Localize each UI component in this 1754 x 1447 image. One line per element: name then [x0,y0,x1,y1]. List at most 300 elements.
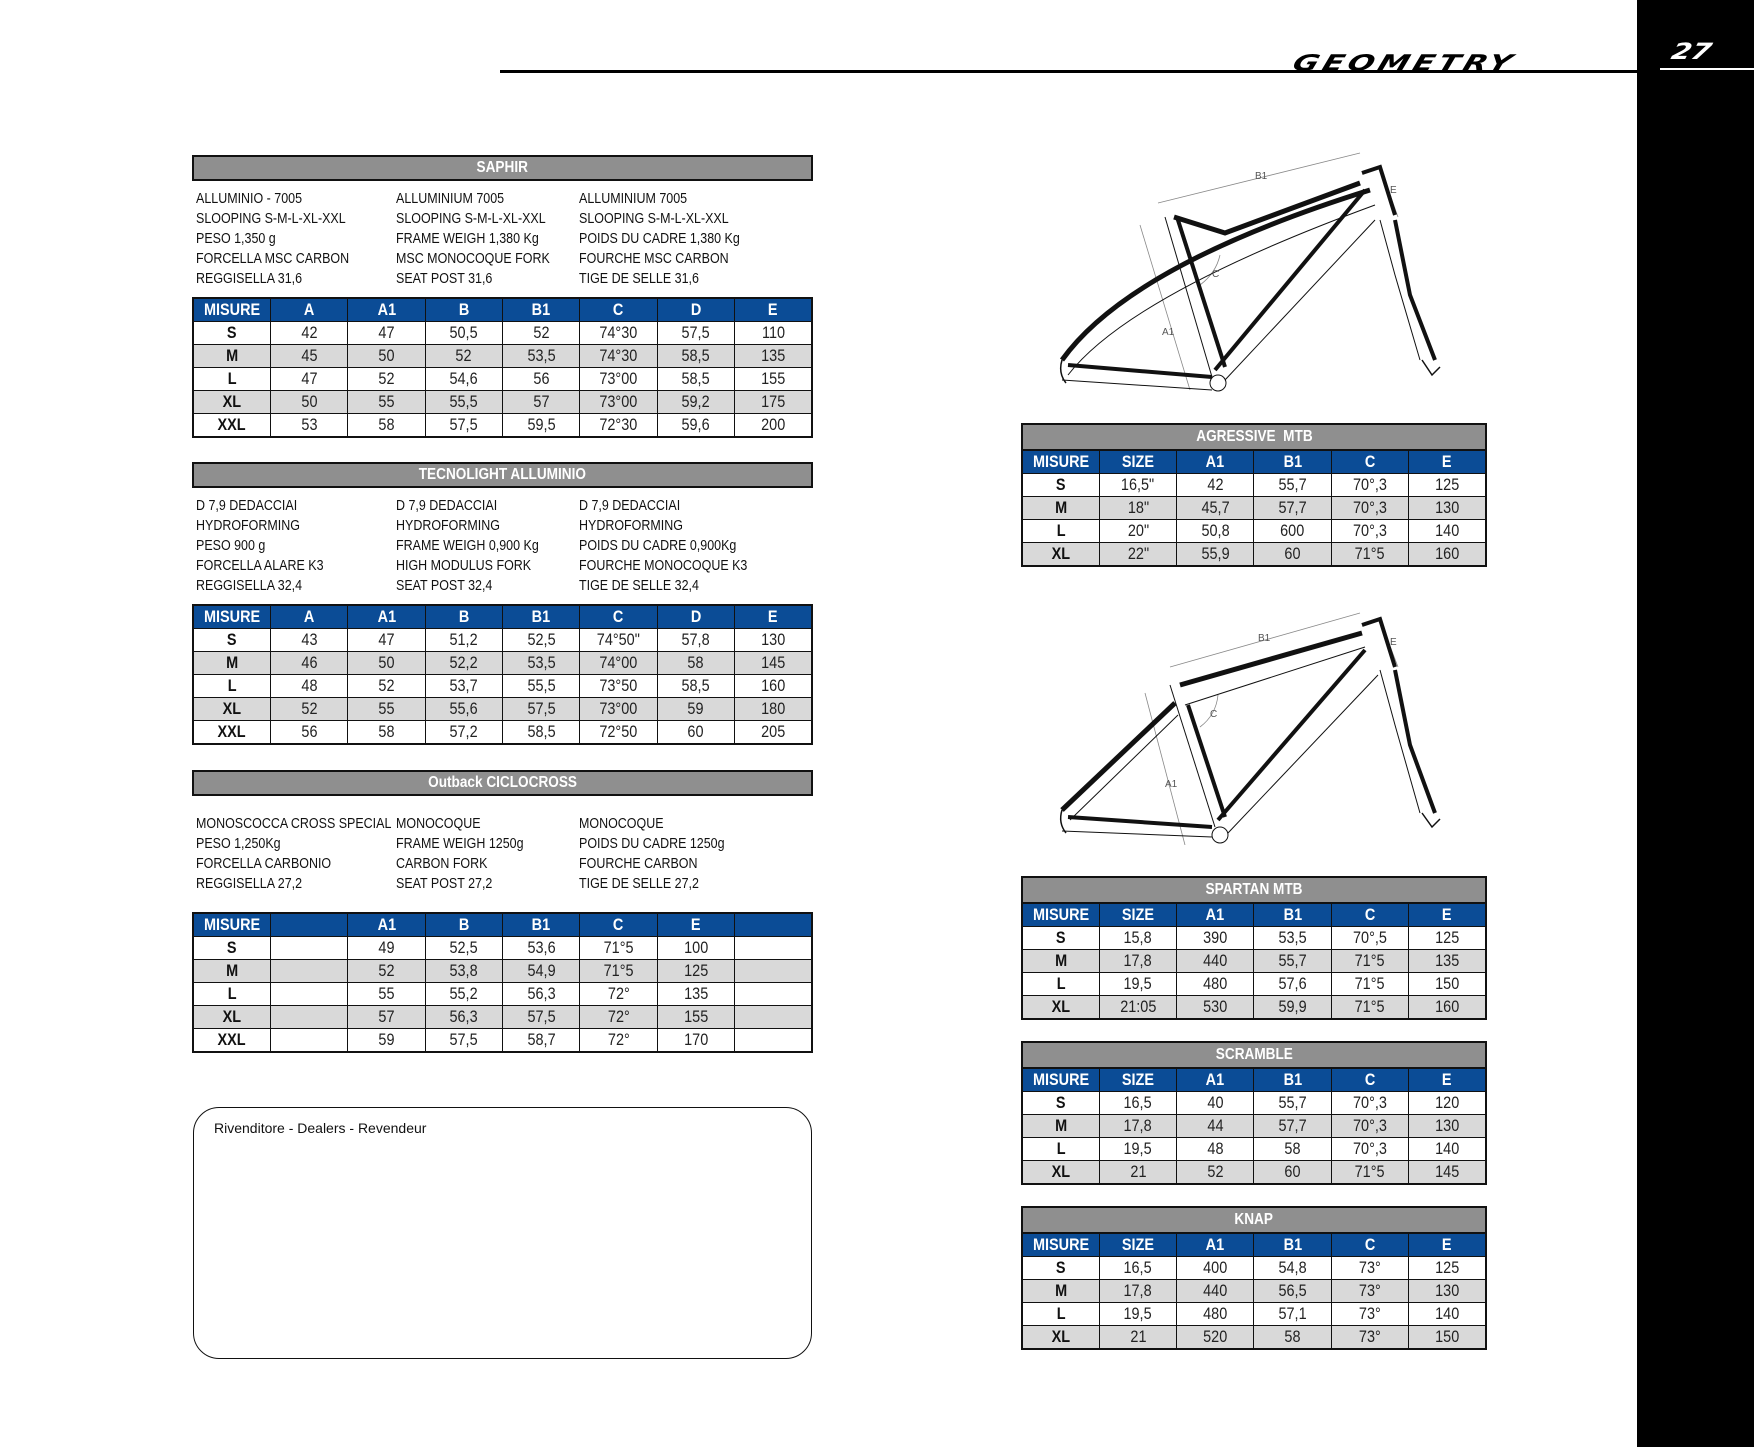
cell-text: 71°5 [603,938,634,957]
cell-text: 54,8 [1278,1258,1307,1277]
chain-stay [1068,365,1212,377]
table-header-row [193,913,812,937]
value-cell [580,629,657,652]
section-title-bar [192,155,813,181]
cell-text: M [225,653,238,672]
column-header [1409,1233,1486,1257]
cell-text: 70°,3 [1353,498,1387,517]
column-header-label: MISURE [203,607,261,626]
cell-text: 17,8 [1123,1116,1153,1135]
spec-column-french [579,814,748,894]
cell-text: 180 [761,699,786,718]
column-header [503,605,580,629]
cell-text: S [227,938,237,957]
cell-text: 480 [1203,974,1228,993]
cell-text: 70°,3 [1353,1093,1387,1112]
size-cell [1022,520,1099,543]
column-header [348,605,425,629]
cell-text: XL [1051,1327,1071,1346]
value-cell [348,983,425,1006]
cell-text: 125 [1435,475,1460,494]
size-cell [193,322,270,345]
value-cell [657,698,734,721]
size-cell [193,1006,270,1029]
cell-text: 53,6 [527,938,556,957]
size-cell [193,368,270,391]
value-cell [348,629,425,652]
cell-text: 530 [1203,997,1228,1016]
fork-dropout [1422,813,1440,827]
cell-text: 55,2 [449,984,478,1003]
cell-text: 72°50 [599,722,638,741]
spec-line: PESO 1,350 g [196,231,276,247]
value-cell [1254,520,1331,543]
section-title: SAPHIR [476,159,529,176]
cell-text: 125 [1435,928,1460,947]
value-cell [1177,950,1254,973]
table-row [193,391,812,414]
value-cell [270,937,347,960]
cell-text: S [1056,928,1066,947]
cell-text: 53 [301,415,318,434]
cell-text: 125 [683,961,708,980]
value-cell [1409,497,1486,520]
spec-line: HIGH MODULUS FORK [396,558,532,574]
cell-text: 55 [378,699,395,718]
spec-line: MONOSCOCCA CROSS SPECIAL [196,816,392,832]
spec-column-italian [196,189,374,289]
spec-line: SLOOPING S-M-L-XL-XXL [396,211,546,227]
cell-text: 58,5 [681,676,711,695]
cell-text: 57,7 [1278,1116,1307,1135]
column-header-label: C [1364,905,1376,924]
cell-text: 480 [1203,1304,1228,1323]
value-cell [348,937,425,960]
cell-text: 45,7 [1201,498,1230,517]
cell-text: 73°50 [599,676,638,695]
value-cell [1099,1138,1176,1161]
cell-text: 21:05 [1119,997,1157,1016]
cell-text: 46 [301,653,318,672]
column-header [1254,1068,1331,1092]
value-cell [735,960,812,983]
value-cell [425,414,502,438]
bottom-bracket [1210,375,1226,391]
cell-text: 70°,3 [1353,1139,1387,1158]
dealer-label: Rivenditore - Dealers - Revendeur [214,1120,427,1136]
column-header [425,298,502,322]
cell-text: 57,5 [527,1007,556,1026]
cell-text: 74°00 [599,653,638,672]
value-cell [503,652,580,675]
chain-stay [1068,817,1212,827]
value-cell [735,391,812,414]
spec-line: SEAT POST 32,4 [396,578,493,594]
fork [1395,220,1435,360]
cell-text: 120 [1435,1093,1460,1112]
cell-text: XL [222,699,242,718]
page-number: 27 [1668,38,1715,65]
rear-dropout [1061,360,1066,383]
table-row [193,629,812,652]
table-row [1022,1092,1486,1115]
label-e: E [1390,637,1397,648]
cell-text: 52,5 [449,938,478,957]
geometry-table [192,604,813,745]
cell-text: 47 [378,630,395,649]
value-cell [1331,927,1408,950]
column-header-label: B [458,300,470,319]
value-cell [348,652,425,675]
value-cell [503,322,580,345]
column-header-label: B1 [531,915,551,934]
cell-text: 17,8 [1123,1281,1153,1300]
value-cell [1099,543,1176,567]
cell-text: 53,7 [449,676,478,695]
value-cell [270,983,347,1006]
spec-line: D 7,9 DEDACCIAI [196,498,298,514]
page-number-rule [1660,68,1754,70]
cell-text: 55,6 [449,699,478,718]
value-cell [657,652,734,675]
column-header [735,913,812,937]
cell-text: XL [222,1007,242,1026]
cell-text: 53,5 [527,346,556,365]
value-cell [1177,474,1254,497]
column-header-label: E [1442,1070,1452,1089]
value-cell [1099,497,1176,520]
cell-text: M [1054,1281,1067,1300]
table-header-row [193,298,812,322]
seat-stay [1062,703,1175,810]
column-header [193,913,270,937]
value-cell [270,721,347,745]
cell-text: 48 [1207,1139,1224,1158]
cell-text: 70°,3 [1353,521,1387,540]
spec-line: HYDROFORMING [579,518,683,534]
cell-text: 160 [761,676,786,695]
cell-text: 59 [378,1030,395,1049]
column-header-label: D [690,607,702,626]
value-cell [1177,543,1254,567]
cell-text: 56 [533,369,550,388]
table-row [193,652,812,675]
table-row [1022,1303,1486,1326]
value-cell [580,983,657,1006]
value-cell [425,1029,502,1053]
cell-text: 52,5 [527,630,556,649]
value-cell [1331,950,1408,973]
cell-text: 135 [683,984,708,1003]
spec-line: FRAME WEIGH 0,900 Kg [396,538,539,554]
table-row [193,1029,812,1053]
cell-text: 71°5 [1355,1162,1385,1181]
value-cell [425,322,502,345]
value-cell [657,345,734,368]
value-cell [1254,1092,1331,1115]
value-cell [1254,996,1331,1020]
cell-text: 71°5 [1355,544,1385,563]
geometry-table [1021,1206,1487,1350]
cell-text: 130 [1435,498,1460,517]
column-header-label: A1 [377,915,396,934]
column-header [1331,450,1408,474]
table-row [1022,520,1486,543]
cell-text: 58,5 [527,722,556,741]
size-cell [1022,1257,1099,1280]
cell-text: 72° [607,984,630,1003]
cell-text: 58 [687,653,704,672]
value-cell [1099,1257,1176,1280]
cell-text: XXL [217,1030,246,1049]
column-header [1177,903,1254,927]
table-header-row [1022,450,1486,474]
cell-text: 16,5 [1123,1093,1153,1112]
cell-text: 390 [1203,928,1228,947]
value-cell [1409,1280,1486,1303]
column-header-label: A1 [1206,452,1225,471]
cell-text: 59,5 [527,415,556,434]
spec-line: ALLUMINIUM 7005 [396,191,505,207]
value-cell [1177,1161,1254,1185]
value-cell [503,345,580,368]
value-cell [503,983,580,1006]
table-title [1021,1041,1487,1067]
cell-text: L [1056,1304,1066,1323]
column-header-label: C [1364,1070,1376,1089]
value-cell [503,1006,580,1029]
column-header-label: D [690,300,702,319]
section-title: TECNOLIGHT ALLUMINIO [418,466,587,483]
column-header [1409,1068,1486,1092]
value-cell [1099,1092,1176,1115]
value-cell [1254,497,1331,520]
column-header [270,913,347,937]
geometry-table [192,912,813,1053]
cell-text: XL [1051,1162,1071,1181]
column-header-label: C [613,300,624,319]
value-cell [1409,1326,1486,1350]
column-header [1022,1068,1099,1092]
value-cell [580,414,657,438]
size-cell [1022,1280,1099,1303]
cell-text: 125 [1435,1258,1460,1277]
value-cell [735,368,812,391]
section-title-bar [192,462,813,488]
value-cell [1409,996,1486,1020]
cell-text: XL [1051,997,1071,1016]
cell-text: L [1056,1139,1066,1158]
table-header-row [1022,1233,1486,1257]
cell-text: 150 [1435,1327,1460,1346]
column-header [657,605,734,629]
value-cell [1099,927,1176,950]
value-cell [1177,1257,1254,1280]
value-cell [1177,520,1254,543]
column-header-label: B [458,915,470,934]
cell-text: 60 [1284,1162,1301,1181]
value-cell [735,1006,812,1029]
column-header [1331,1233,1408,1257]
value-cell [657,675,734,698]
value-cell [1177,996,1254,1020]
value-cell [1099,1115,1176,1138]
value-cell [270,391,347,414]
value-cell [425,345,502,368]
value-cell [425,1006,502,1029]
cell-text: 16,5" [1121,475,1155,494]
label-c: C [1210,709,1218,720]
spec-line: HYDROFORMING [396,518,500,534]
value-cell [1099,1303,1176,1326]
value-cell [735,937,812,960]
table-title [1021,423,1487,449]
value-cell [348,721,425,745]
value-cell [1254,1257,1331,1280]
cell-text: S [1056,1258,1066,1277]
spec-column-french [579,496,775,596]
value-cell [657,1029,734,1053]
cell-text: 56,5 [1278,1281,1307,1300]
cell-text: 56 [301,722,318,741]
spec-line: D 7,9 DEDACCIAI [579,498,681,514]
value-cell [1099,1161,1176,1185]
cell-text: XXL [217,415,246,434]
cell-text: 52 [301,699,318,718]
cell-text: S [227,630,237,649]
column-header-label: C [613,915,624,934]
column-header [270,605,347,629]
cell-text: 43 [301,630,318,649]
value-cell [270,1029,347,1053]
spec-column-french [579,189,766,289]
size-cell [193,652,270,675]
value-cell [580,721,657,745]
cell-text: 49 [378,938,395,957]
cell-text: 145 [761,653,786,672]
column-header-label: SIZE [1121,905,1155,924]
value-cell [503,960,580,983]
value-cell [1331,1161,1408,1185]
table-row [1022,1138,1486,1161]
cell-text: 400 [1203,1258,1228,1277]
cell-text: 74°30 [599,323,638,342]
value-cell [657,1006,734,1029]
cell-text: 175 [761,392,786,411]
value-cell [1254,973,1331,996]
value-cell [348,960,425,983]
column-header-label: MISURE [203,915,261,934]
cell-text: 73°00 [599,392,638,411]
spec-line: POIDS DU CADRE 1,380 Kg [579,231,740,247]
cell-text: 50 [378,346,395,365]
value-cell [1177,1326,1254,1350]
spec-line: FORCELLA MSC CARBON [196,251,350,267]
value-cell [425,675,502,698]
spec-column-english [396,814,544,894]
table-row [1022,1280,1486,1303]
value-cell [348,391,425,414]
size-cell [1022,474,1099,497]
cell-text: M [1054,498,1067,517]
column-header [348,913,425,937]
cell-text: 73° [1359,1327,1381,1346]
cell-text: 100 [683,938,708,957]
cell-text: 55 [378,984,395,1003]
spec-line: REGGISELLA 27,2 [196,876,303,892]
cell-text: 19,5 [1123,1304,1153,1323]
cell-text: M [225,346,238,365]
column-header-label: MISURE [203,300,261,319]
value-cell [735,983,812,1006]
size-cell [193,698,270,721]
cell-text: 57,1 [1278,1304,1307,1323]
bottom-bracket [1212,827,1228,843]
value-cell [735,1029,812,1053]
spec-column-english [396,496,562,596]
spec-line: MONOCOQUE [396,816,481,832]
cell-text: 57,5 [449,1030,478,1049]
value-cell [270,960,347,983]
column-header [425,605,502,629]
cell-text: 52,2 [449,653,478,672]
cell-text: 57,5 [681,323,711,342]
spec-line: FOURCHE MONOCOQUE K3 [579,558,748,574]
cell-text: 53,5 [527,653,556,672]
column-header-label: B1 [1283,905,1302,924]
cell-text: 51,2 [449,630,478,649]
value-cell [1254,543,1331,567]
value-cell [503,391,580,414]
spec-line: POIDS DU CADRE 1250g [579,836,725,852]
label-a1: A1 [1162,327,1175,338]
value-cell [1099,996,1176,1020]
cell-text: 74°50" [597,630,641,649]
cell-text: 110 [761,323,785,342]
cell-text: 58 [378,415,395,434]
column-header [270,298,347,322]
cell-text: 52 [378,961,395,980]
column-header-label: A [303,300,315,319]
cell-text: 52 [378,369,395,388]
dealer-box [193,1107,812,1359]
cell-text: 135 [761,346,786,365]
size-cell [1022,1326,1099,1350]
cell-text: 71°5 [1355,974,1385,993]
size-cell [193,675,270,698]
value-cell [1409,1161,1486,1185]
cell-text: 70°,5 [1353,928,1387,947]
spec-line: TIGE DE SELLE 27,2 [579,876,699,892]
column-header [1254,1233,1331,1257]
cell-text: 57 [533,392,550,411]
cell-text: 58,7 [527,1030,556,1049]
cell-text: 59,2 [681,392,711,411]
cell-text: L [227,984,237,1003]
column-header [348,298,425,322]
cell-text: 71°5 [1355,997,1385,1016]
column-header [1331,903,1408,927]
value-cell [1409,1092,1486,1115]
value-cell [735,414,812,438]
value-cell [425,698,502,721]
table-row [193,937,812,960]
table-row [1022,1326,1486,1350]
size-cell [1022,973,1099,996]
cell-text: 58,5 [681,369,711,388]
column-header [1409,903,1486,927]
cell-text: 150 [1435,974,1460,993]
